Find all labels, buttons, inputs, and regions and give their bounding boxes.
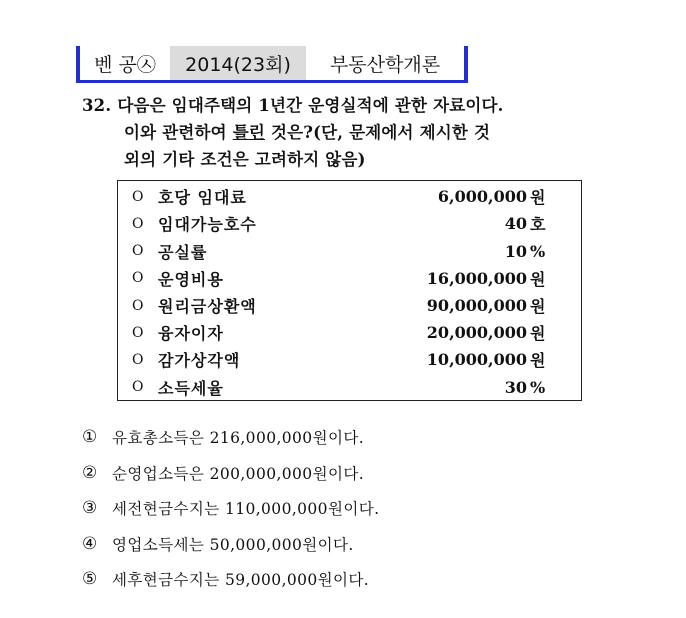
option-text: 세전현금수지는 110,000,000원이다. (112, 500, 380, 518)
question-text-3: 외의 기타 조건은 고려하지 않음) (124, 150, 366, 169)
data-label: 감가상각액 (158, 351, 241, 371)
answer-option[interactable] (82, 562, 369, 596)
option-number: ④ (82, 533, 98, 554)
data-unit: 원 (530, 324, 546, 344)
question-line-1 (82, 92, 602, 119)
question-keyword-wrong: 틀린 (232, 123, 266, 142)
option-text: 유효총소득은 216,000,000원이다. (112, 429, 365, 447)
data-row (118, 319, 581, 347)
option-number: ② (82, 462, 98, 483)
subject-tab: 벤 공㉦ (76, 46, 170, 80)
exam-year-tab: 2014(23회) (170, 46, 306, 80)
bullet-circle-icon: O (132, 351, 144, 368)
option-number: ① (82, 427, 98, 447)
data-row (118, 373, 581, 401)
data-label: 임대가능호수 (158, 215, 257, 235)
question-line-3 (82, 146, 602, 173)
data-row (118, 237, 581, 265)
course-tab: 부동산학개론 (306, 46, 468, 80)
data-value: 20,000,000 (426, 323, 527, 343)
answer-option[interactable] (82, 527, 354, 561)
bullet-circle-icon: O (132, 297, 144, 314)
data-value: 30 (504, 377, 527, 397)
data-unit: 원 (530, 351, 546, 371)
bullet-circle-icon: O (132, 270, 144, 287)
option-text: 영업소득세는 50,000,000원이다. (112, 535, 354, 554)
data-unit: % (530, 241, 546, 261)
data-unit: % (530, 377, 546, 397)
data-label: 호당 임대료 (158, 188, 247, 208)
question-text-1: 다음은 임대주택의 1년간 운영실적에 관한 자료이다. (117, 96, 504, 115)
data-value: 40 (504, 214, 527, 234)
data-row (118, 292, 581, 320)
bullet-circle-icon: O (132, 215, 144, 232)
data-unit: 원 (530, 269, 546, 289)
answer-option[interactable] (82, 420, 364, 454)
option-text: 순영업소득은 200,000,000원이다. (112, 464, 365, 483)
bullet-circle-icon: O (132, 188, 144, 205)
data-label: 공실률 (158, 242, 208, 262)
data-label: 소득세율 (158, 378, 224, 398)
bullet-circle-icon: O (132, 379, 144, 396)
data-unit: 원 (530, 188, 546, 208)
data-row (118, 346, 581, 374)
data-unit: 원 (530, 297, 546, 317)
data-value: 10 (504, 241, 527, 261)
answer-option[interactable] (82, 491, 379, 525)
question-line-2 (82, 119, 602, 146)
header-tab-bar (76, 46, 468, 83)
data-row (118, 183, 581, 211)
data-label: 운영비용 (158, 269, 224, 289)
data-row (118, 265, 581, 293)
data-row (118, 210, 581, 238)
data-value: 90,000,000 (426, 296, 527, 316)
question-stem (82, 92, 602, 173)
answer-option[interactable] (82, 456, 364, 490)
data-table-box (117, 180, 582, 401)
question-text-2b: 것은?(단, 문제에서 제시한 것 (265, 123, 491, 142)
option-number: ③ (82, 498, 98, 518)
data-value: 16,000,000 (426, 268, 527, 288)
option-number: ⑤ (82, 569, 98, 589)
question-number: 32. (82, 96, 112, 115)
data-label: 원리금상환액 (158, 297, 257, 317)
question-text-2a: 이와 관련하여 (124, 123, 233, 142)
bullet-circle-icon: O (132, 243, 144, 260)
option-text: 세후현금수지는 59,000,000원이다. (112, 571, 370, 589)
data-value: 6,000,000 (437, 187, 527, 207)
data-value: 10,000,000 (426, 350, 527, 370)
data-unit: 호 (530, 215, 546, 235)
bullet-circle-icon: O (132, 324, 144, 341)
data-label: 융자이자 (158, 324, 224, 344)
